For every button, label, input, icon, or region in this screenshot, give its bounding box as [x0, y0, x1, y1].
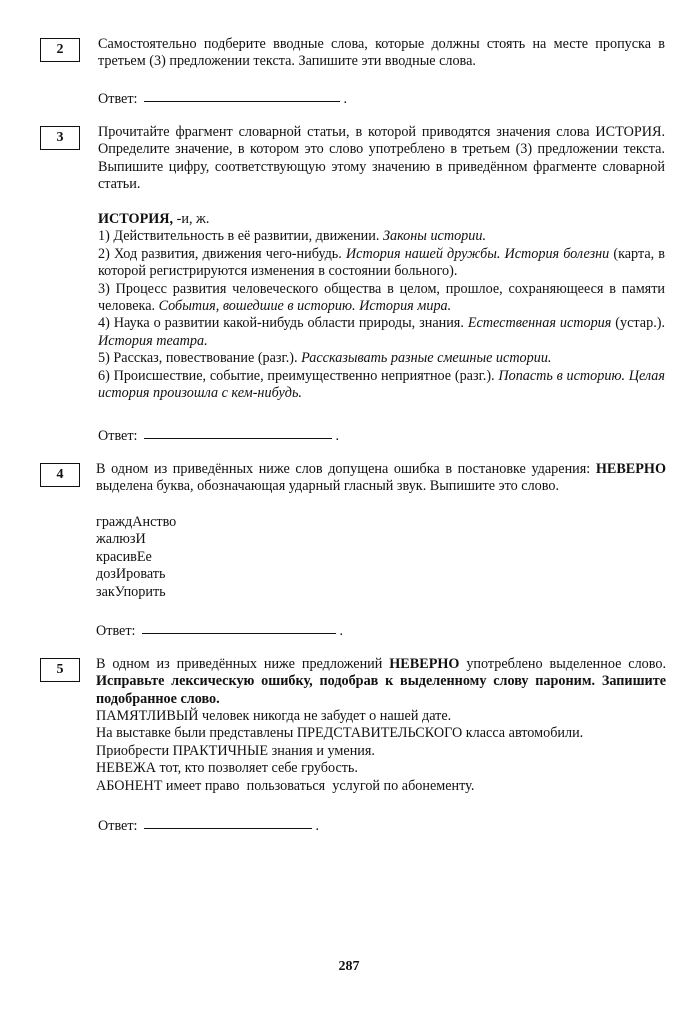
meaning-number: 5) — [98, 350, 114, 367]
answer-input-line[interactable] — [144, 437, 332, 439]
answer-field[interactable] — [98, 428, 339, 445]
instruction-text: В одном из приведённых ниже слов допущена ошибка в постановке ударения: — [96, 461, 596, 477]
answer-input-line[interactable] — [144, 827, 312, 829]
instruction-emphasis: НЕВЕРНО — [595, 461, 666, 477]
meaning-definition: Процесс развития человеческого общества в целом, прошлое, сохраняющееся в памяти человека. — [98, 280, 665, 315]
meaning-note: (устар.). — [611, 315, 666, 332]
instruction-emphasis: Исправьте лексическую ошибку, подобрав к выделенному слову пароним. Запишите подобранное слово. — [96, 673, 666, 707]
dictionary-meaning — [98, 281, 665, 316]
word-list — [96, 514, 676, 601]
meaning-example: Рассказывать разные смешные истории. — [301, 350, 552, 367]
dictionary-meaning — [98, 315, 665, 350]
answer-label: Ответ: — [96, 623, 136, 639]
answer-terminator: . — [315, 818, 320, 834]
meaning-number: 1) — [98, 228, 114, 245]
answer-label: Ответ: — [98, 428, 138, 444]
list-item: На выставке были представлены ПРЕДСТАВИТЕЛЬСКОГО класса автомобили. — [96, 725, 584, 742]
instruction-text: В одном из приведённых ниже предложений — [96, 656, 390, 672]
answer-input-line[interactable] — [144, 100, 340, 102]
meaning-example: История театра. — [98, 332, 208, 349]
list-item: Приобрести ПРАКТИЧНЫЕ знания и умения. — [96, 742, 375, 759]
task-instruction: Самостоятельно подберите вводные слова, которые должны стоять на месте пропуска в третьем (3) предложении текста. Запишите эти вводные слова. — [98, 36, 665, 70]
meaning-definition: Происшествие, событие, преимущественно неприятное (разг.). — [113, 367, 499, 384]
answer-field[interactable] — [96, 623, 343, 640]
task-instruction — [96, 461, 666, 496]
list-item: граждАнство — [96, 514, 177, 530]
answer-input-line[interactable] — [142, 632, 336, 634]
list-item: дозИровать — [96, 566, 166, 583]
instruction-emphasis: НЕВЕРНО — [389, 656, 460, 672]
meaning-example: Попасть в историю. Целая история произошла с кем-нибудь. — [98, 367, 665, 402]
instruction-text: выделена буква, обозначающая ударный гласный звук. Выпишите это слово. — [96, 478, 559, 495]
list-item: НЕВЕЖА тот, кто позволяет себе грубость. — [96, 760, 358, 777]
meaning-number: 6) — [98, 367, 114, 384]
dictionary-entry — [98, 211, 665, 402]
meaning-definition: Рассказ, повествование (разг.). — [113, 350, 302, 367]
meaning-definition: Наука о развитии какой-нибудь области природы, знания. — [113, 315, 468, 332]
instruction-text: употреблено выделенное слово. — [459, 656, 666, 672]
meaning-example: История нашей дружбы. История болезни — [345, 245, 610, 262]
task-number-box: 4 — [40, 463, 80, 487]
list-item: красивЕе — [96, 548, 152, 565]
meaning-definition: Действительность в её развитии, движении. — [113, 228, 383, 245]
dictionary-meaning — [98, 246, 665, 281]
meaning-example: События, вошедшие в историю. История мира. — [158, 298, 452, 315]
list-item: ПАМЯТЛИВЫЙ человек никогда не забудет о нашей дате. — [96, 708, 452, 724]
dictionary-meaning — [98, 228, 665, 245]
answer-field[interactable] — [98, 818, 319, 835]
meaning-number: 4) — [98, 315, 114, 332]
task-instruction — [96, 656, 666, 708]
dictionary-headword-line — [98, 211, 665, 228]
task-number-box: 3 — [40, 126, 80, 150]
sentence-list — [96, 708, 676, 795]
task-number-box: 5 — [40, 658, 80, 682]
meaning-note: (карта, в которой регистрируются изменения в состоянии больного). — [98, 245, 665, 280]
list-item: закУпорить — [96, 583, 166, 600]
list-item: жалюзИ — [96, 531, 146, 548]
answer-label: Ответ: — [98, 91, 138, 107]
page-number: 287 — [338, 959, 360, 974]
answer-label: Ответ: — [98, 818, 138, 834]
list-item: АБОНЕНТ имеет право пользоваться услугой по абонементу. — [96, 777, 475, 794]
dictionary-grammar: -и, ж. — [173, 211, 210, 227]
meaning-number: 2) — [98, 245, 114, 262]
task-number-box: 2 — [40, 38, 80, 62]
answer-terminator: . — [335, 428, 340, 444]
meaning-definition: Ход развития, движения чего-нибудь. — [113, 245, 346, 262]
answer-terminator: . — [343, 91, 348, 107]
meaning-example: Законы истории. — [382, 228, 487, 245]
answer-field[interactable] — [98, 91, 347, 108]
task-instruction: Прочитайте фрагмент словарной статьи, в которой приводятся значения слова ИСТОРИЯ. Определите значение, в котором это слово употреблено в третьем (3) предложении текста. Выпишите цифру, соответствующую этому значению в приведённом фрагменте словарной статьи. — [98, 124, 665, 193]
answer-terminator: . — [339, 623, 344, 639]
dictionary-meaning — [98, 350, 665, 367]
dictionary-headword: ИСТОРИЯ, — [98, 211, 174, 227]
meaning-example: Естественная история — [467, 315, 612, 332]
dictionary-meaning — [98, 368, 665, 403]
meaning-number: 3) — [98, 280, 116, 297]
